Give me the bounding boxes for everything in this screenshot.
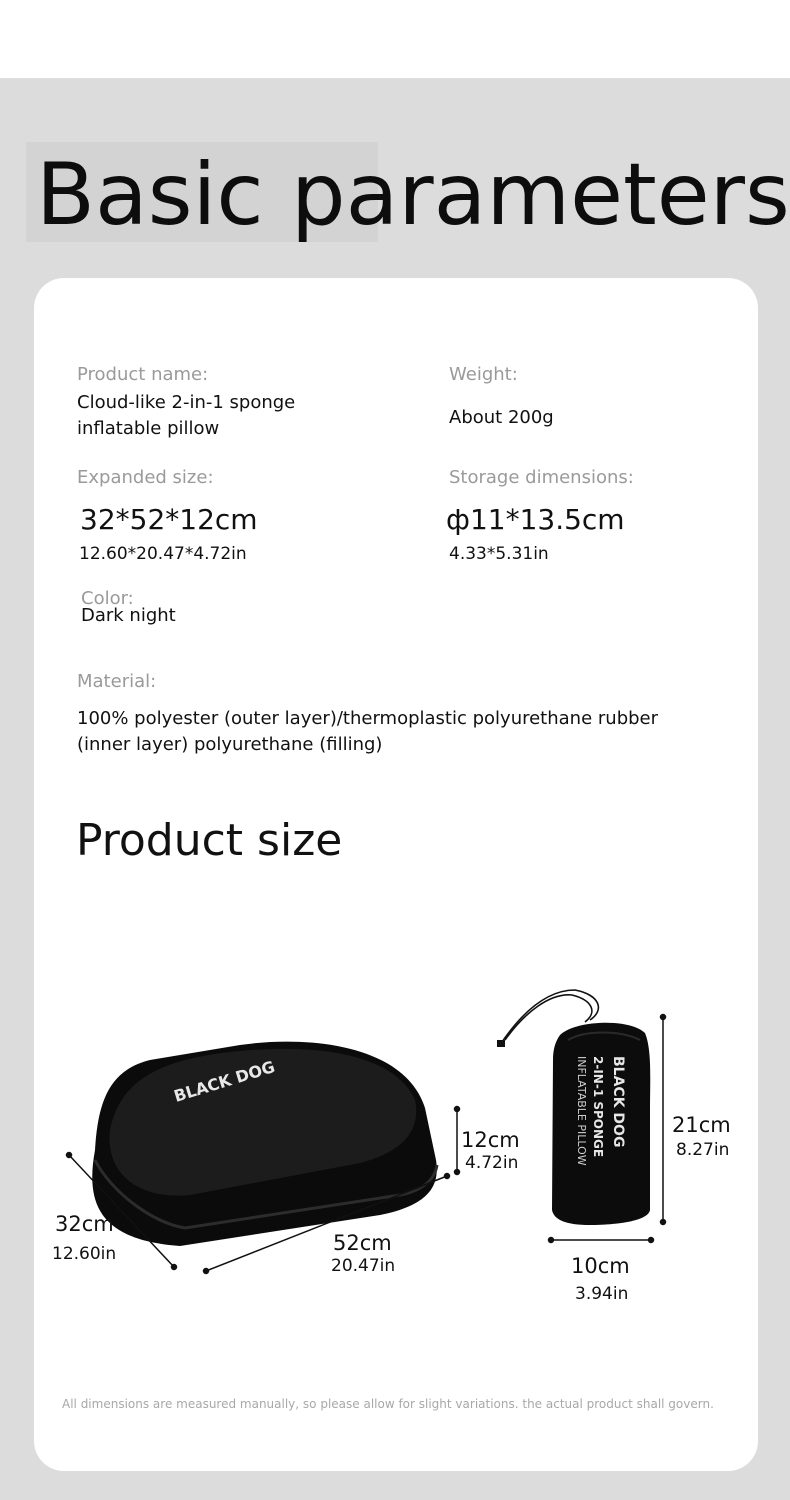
- storage-dimensions-label: Storage dimensions:: [449, 467, 634, 488]
- length-cm: 52cm: [333, 1231, 392, 1255]
- bag-brand-text: BLACK DOG: [610, 1056, 626, 1148]
- storage-dimensions-in: 4.33*5.31in: [449, 544, 549, 564]
- material-line2: (inner layer) polyurethane (filling): [77, 734, 383, 755]
- depth-cm: 32cm: [55, 1212, 114, 1236]
- material-label: Material:: [77, 671, 157, 692]
- pillow-brand-text: BLACK DOG: [171, 1057, 278, 1106]
- product-name-line1: Cloud-like 2-in-1 sponge: [77, 392, 296, 413]
- depth-in: 12.60in: [52, 1244, 117, 1264]
- height-in: 4.72in: [465, 1153, 519, 1173]
- bag-height-in: 8.27in: [676, 1140, 730, 1160]
- expanded-size-cm: 32*52*12cm: [80, 503, 258, 536]
- color-value: Dark night: [81, 605, 176, 626]
- pillow-image: [92, 1042, 437, 1246]
- bag-width-in: 3.94in: [575, 1284, 629, 1304]
- storage-bag-image: [497, 990, 650, 1225]
- color-label: Color:: [81, 588, 134, 609]
- measurement-note: All dimensions are measured manually, so please allow for slight variations. the actual product shall govern.: [62, 1397, 714, 1411]
- bag-height-cm: 21cm: [672, 1113, 731, 1137]
- bag-width-cm: 10cm: [571, 1254, 630, 1278]
- product-name-line2: inflatable pillow: [77, 418, 220, 439]
- expanded-size-in: 12.60*20.47*4.72in: [79, 544, 247, 564]
- bag-line1-text: 2-IN-1 SPONGE: [591, 1056, 605, 1158]
- storage-dimensions-cm: ф11*13.5cm: [446, 503, 625, 536]
- length-in: 20.47in: [331, 1256, 396, 1276]
- material-line1: 100% polyester (outer layer)/thermoplastic polyurethane rubber: [77, 708, 659, 729]
- page-title: Basic parameters: [36, 145, 790, 245]
- expanded-size-label: Expanded size:: [77, 467, 214, 488]
- weight-label: Weight:: [449, 364, 518, 385]
- weight-value: About 200g: [449, 407, 554, 428]
- bag-line2-text: INFLATABLE PILLOW: [575, 1056, 588, 1166]
- height-cm: 12cm: [461, 1128, 520, 1152]
- product-size-heading: Product size: [76, 815, 343, 866]
- product-name-label: Product name:: [77, 364, 209, 385]
